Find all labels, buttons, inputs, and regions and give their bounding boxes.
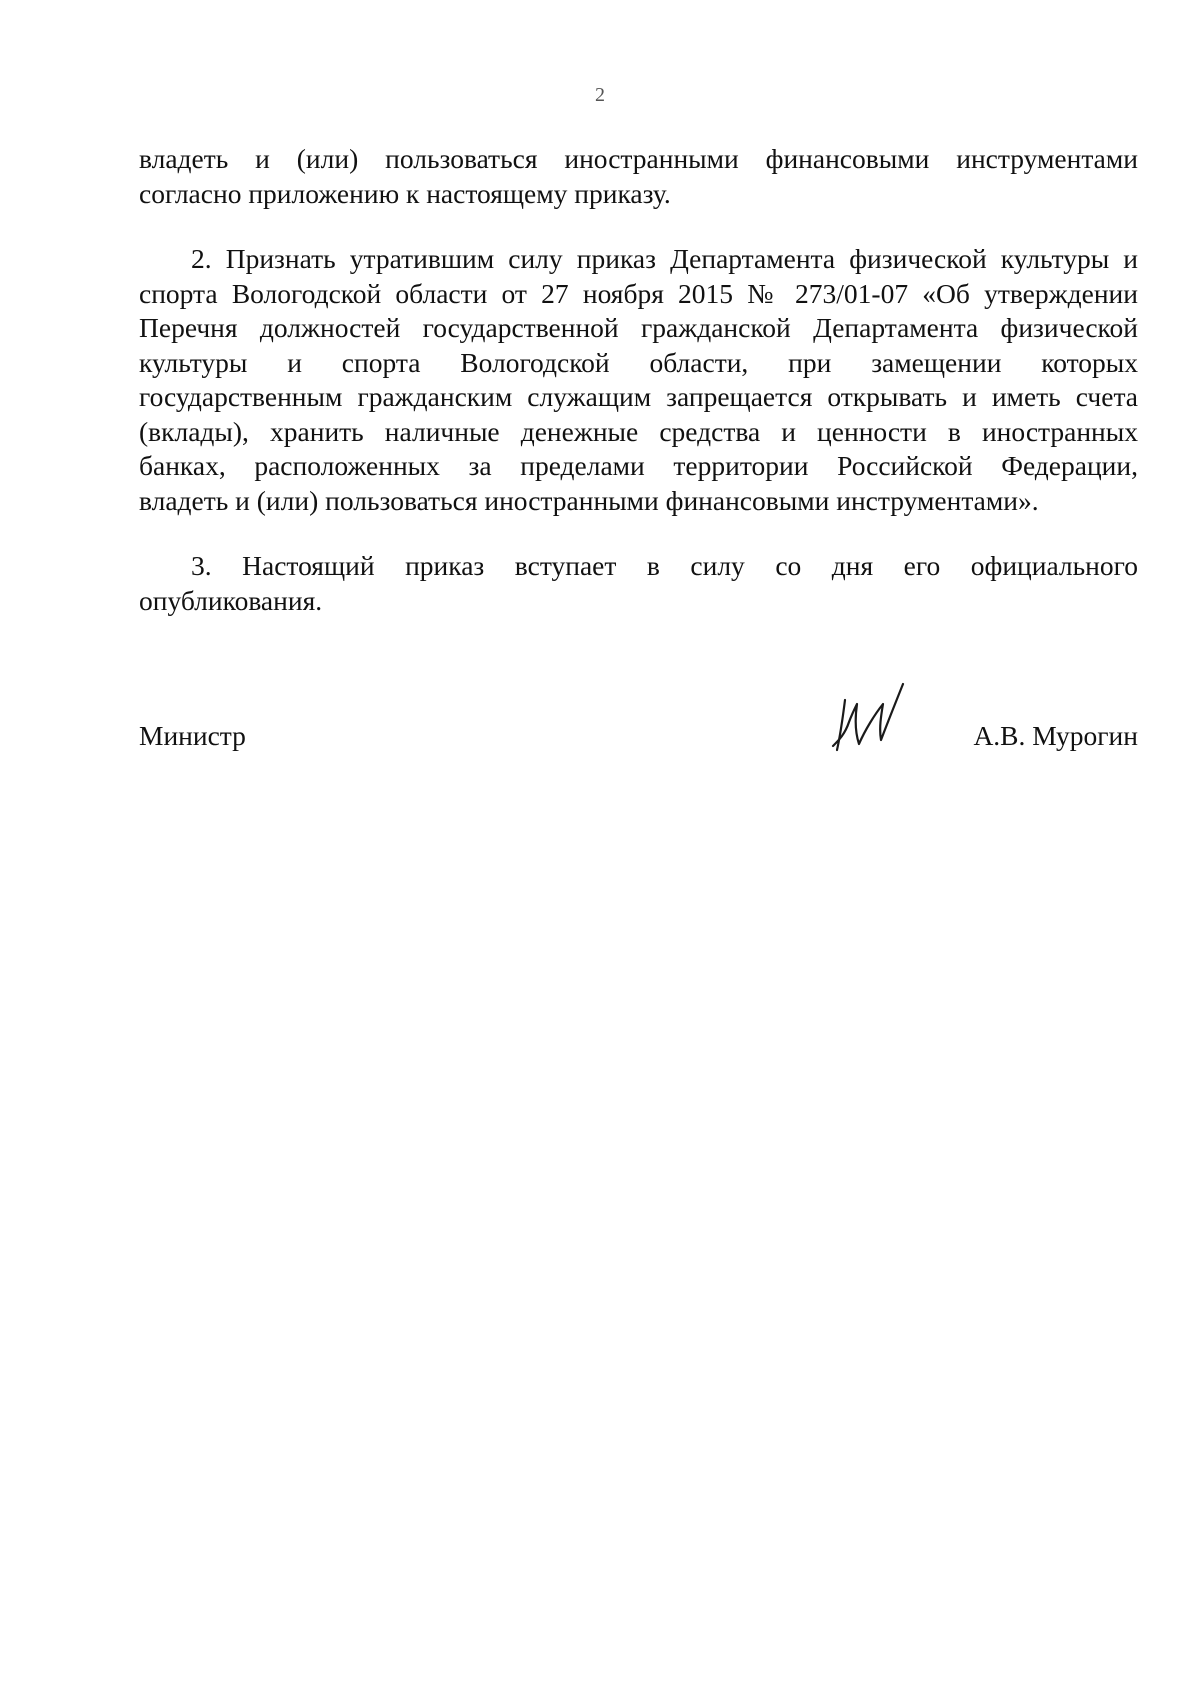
signature-block: [139, 720, 1138, 760]
paragraph-continuation: [139, 142, 1138, 211]
text-line: 2. Признать утратившим силу приказ Департамента физической культуры и: [191, 243, 1138, 274]
page-number: 2: [595, 84, 605, 106]
document-body: [139, 142, 1138, 618]
text-line: владеть и (или) пользоваться иностранными финансовыми инструментами: [139, 143, 1138, 174]
signer-position: Министр: [139, 720, 246, 751]
text-line: согласно приложению к настоящему приказу.: [139, 177, 671, 209]
handwritten-signature: [819, 670, 909, 760]
text-line: банках, расположенных за пределами территории Российской Федерации,: [139, 450, 1138, 481]
text-line: Перечня должностей государственной гражданской Департамента физической: [139, 312, 1138, 343]
text-line: опубликования.: [139, 584, 323, 616]
paragraph-item-3: [139, 549, 1138, 618]
text-line: 3. Настоящий приказ вступает в силу со дня его официального: [191, 550, 1138, 581]
text-line: государственным гражданским служащим запрещается открывать и иметь счета: [139, 381, 1138, 412]
signer-name: А.В. Мурогин: [973, 720, 1138, 751]
text-line: спорта Вологодской области от 27 ноября 2015 № 273/01-07 «Об утверждении: [139, 277, 1138, 309]
paragraph-item-2: [139, 242, 1138, 518]
text-line: культуры и спорта Вологодской области, при замещении которых: [139, 346, 1138, 378]
text-line: (вклады), хранить наличные денежные средства и ценности в иностранных: [139, 415, 1138, 447]
text-line: владеть и (или) пользоваться иностранными финансовыми инструментами».: [139, 484, 1039, 516]
